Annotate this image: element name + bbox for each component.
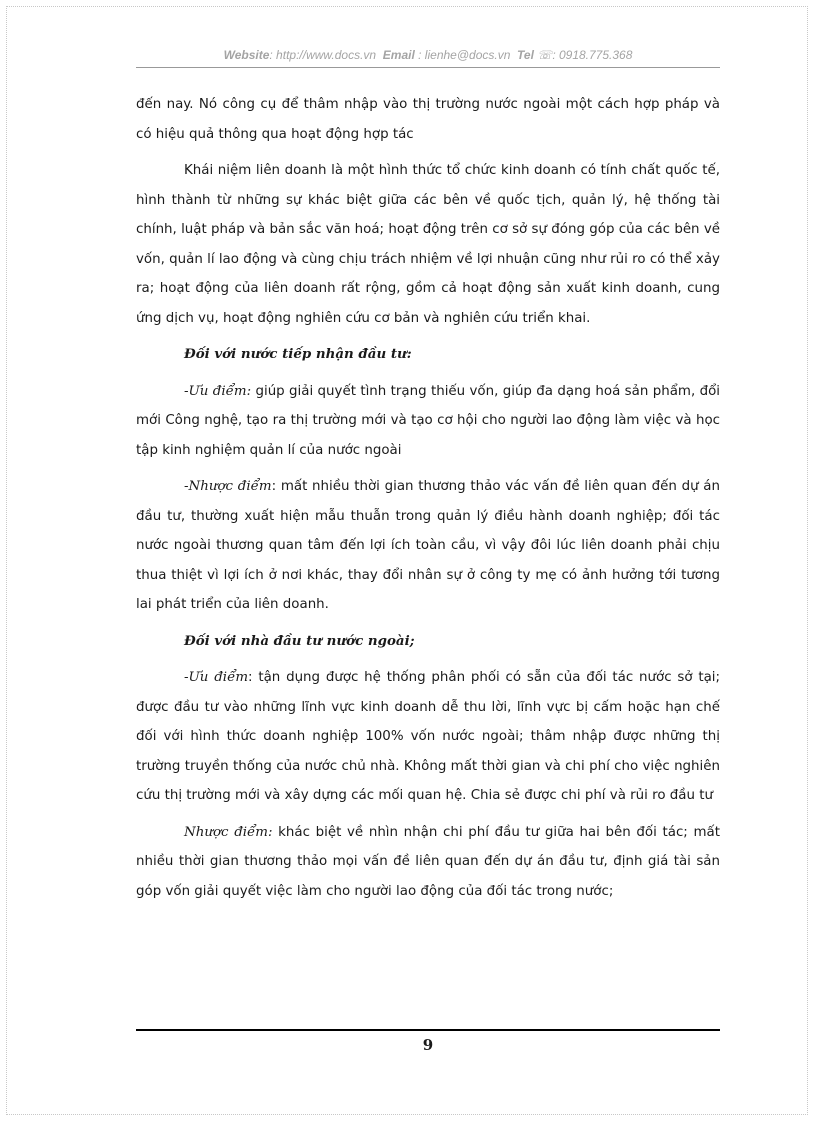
- text-investor-advantages: : tận dụng được hệ thống phân phối có sẵn của đối tác nước sở tại; được đầu tư vào những lĩnh vực kinh doanh dễ thu lời, lĩnh vực bị cấm hoặc hạn chế đối với hình thức doanh nghiệp 100% vốn nước ngoài; thâm nhập được những thị trường truyền thống của nước chủ nhà. Không mất thời gian và chi phí cho việc nghiên cứu thị trường mới và xây dựng các mối quan hệ. Chia sẻ được chi phí và rủi ro đầu tư: [136, 670, 721, 803]
- paragraph-investor-advantages: [136, 663, 720, 811]
- footer-rule: [136, 1029, 720, 1031]
- section-heading-foreign-investor: Đối với nhà đầu tư nước ngoài;: [184, 632, 415, 649]
- term-disadvantages: -Nhược điểm: [184, 479, 272, 494]
- page-header: [136, 48, 720, 62]
- term-advantages: -Ưu điểm:: [184, 383, 252, 399]
- website-value: : http://www.docs.vn: [269, 48, 377, 62]
- term-disadvantages: Nhược điểm:: [184, 824, 273, 840]
- term-advantages: -Ưu điểm: [184, 670, 249, 685]
- text-host-disadvantages: : mất nhiều thời gian thương thảo vác vấn đề liên quan đến dự án đầu tư, thường xuất hiện mẫu thuẫn trong quản lý điều hành doanh nghiệp; đối tác nước ngoài thương quan tâm đến lợi ích toàn cầu, vì vậy đôi lúc liên doanh phải chịu thua thiệt vì lợi ích ở nơi khác, thay đổi nhân sự ở công ty mẹ có ảnh hưởng tới tương lai phát triển của liên doanh.: [136, 479, 720, 612]
- text-host-advantages: giúp giải quyết tình trạng thiếu vốn, giúp đa dạng hoá sản phẩm, đổi mới Công nghệ, tạo ra thị trường mới và tạo cơ hội cho người lao động làm việc và học tập kinh nghiệm quản lí của nước ngoài: [136, 383, 720, 458]
- website-label: Website: [223, 48, 270, 62]
- email-label: Email: [382, 48, 415, 62]
- tel-label: Tel: [517, 48, 534, 62]
- page-number: 9: [422, 1036, 434, 1054]
- document-body: [136, 90, 720, 913]
- phone-icon: ☏: [537, 48, 553, 62]
- paragraph-host-advantages: [136, 377, 720, 466]
- paragraph-host-disadvantages: [136, 472, 720, 620]
- paragraph-investor-disadvantages: [136, 818, 720, 907]
- tel-value: : 0918.775.368: [552, 48, 633, 62]
- email-value: : lienhe@docs.vn: [418, 48, 511, 62]
- text-investor-disadvantages: khác biệt về nhìn nhận chi phí đầu tư giữa hai bên đối tác; mất nhiều thời gian thương thảo mọi vấn đề liên quan đến dự án đầu tư, định giá tài sản góp vốn giải quyết việc làm cho người lao động của đối tác trong nước;: [136, 824, 720, 899]
- paragraph-intro: đến nay. Nó công cụ để thâm nhập vào thị trường nước ngoài một cách hợp pháp và có hiệu quả thông qua hoạt động hợp tác: [136, 97, 720, 142]
- header-rule: [136, 67, 720, 68]
- paragraph-joint-venture-concept: Khái niệm liên doanh là một hình thức tổ chức kinh doanh có tính chất quốc tế, hình thành từ những sự khác biệt giữa các bên về quốc tịch, quản lý, hệ thống tài chính, luật pháp và bản sắc văn hoá; hoạt động trên cơ sở sự đóng góp của các bên về vốn, quản lí lao động và cùng chịu trách nhiệm về lợi nhuận cũng như rủi ro có thể xảy ra; hoạt động của liên doanh rất rộng, gồm cả hoạt động sản xuất kinh doanh, cung ứng dịch vụ, hoạt động nghiên cứu cơ bản và nghiên cứu triển khai.: [136, 163, 720, 326]
- section-heading-host-country: Đối với nước tiếp nhận đầu tư:: [184, 346, 412, 362]
